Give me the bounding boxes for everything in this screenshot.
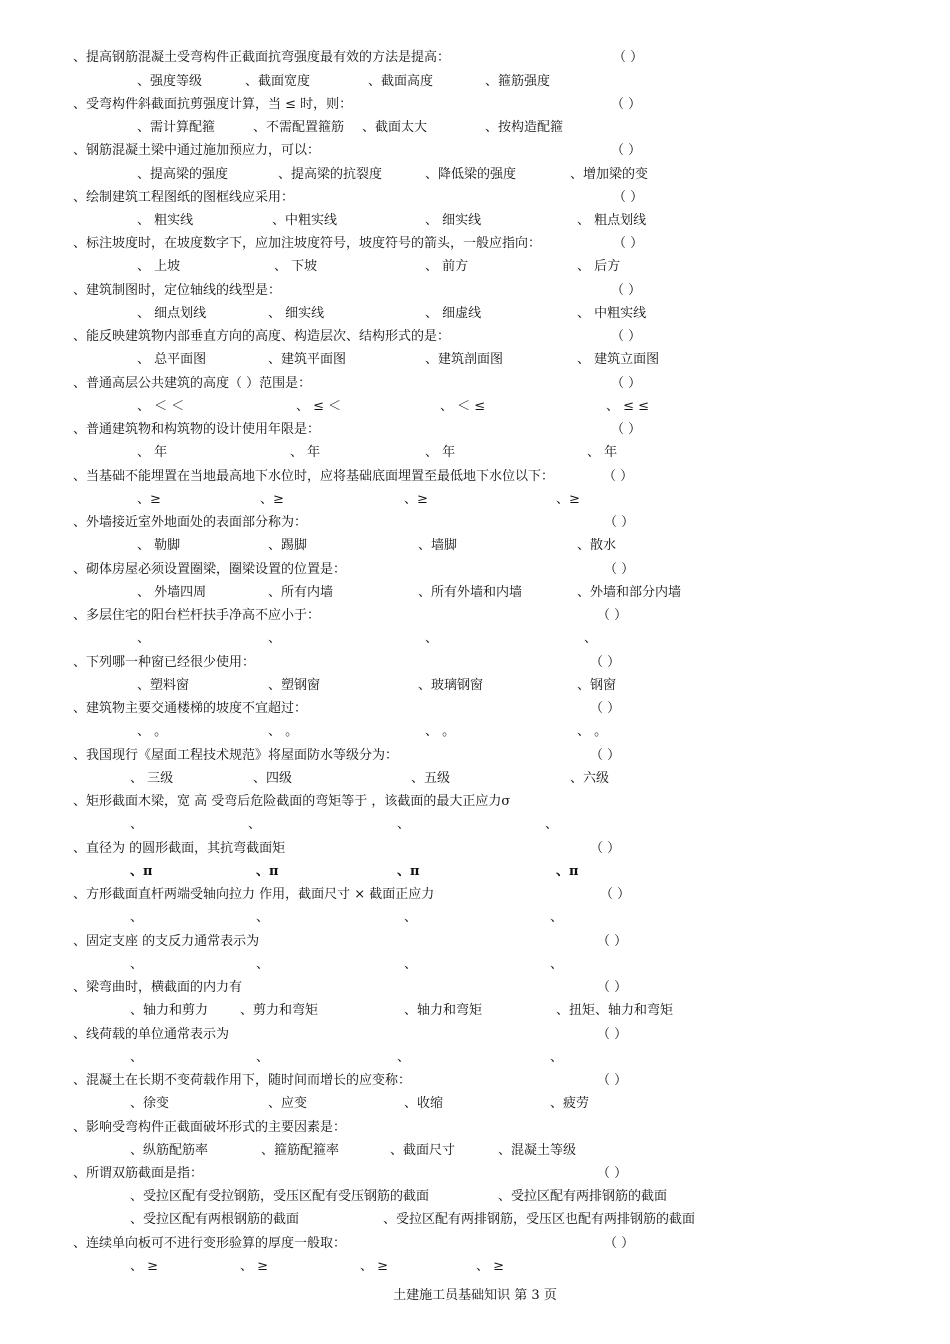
option-b: 、所有内墙 [268, 585, 334, 600]
question-text: 、当基础不能埋置在当地最高地下水位时，应将基础底面埋置至最低地下水位以下： [73, 469, 555, 484]
option-a: 、纵筋配筋率 [130, 1143, 209, 1158]
option-d: 、 后方 [577, 259, 621, 274]
answer-paren: （ ） [590, 701, 621, 716]
answer-paren: （ ） [590, 655, 621, 670]
option-a: 、 [130, 910, 144, 925]
option-c: 、建筑剖面图 [425, 352, 504, 367]
option-a: 、强度等级 [137, 74, 203, 89]
question-text: 、普通建筑物和构筑物的设计使用年限是： [73, 422, 321, 437]
option-c: 、 前方 [425, 259, 469, 274]
question-text: 、能反映建筑物内部垂直方向的高度、构造层次、结构形式的是： [73, 329, 451, 344]
option-b: 、不需配置箍筋 [253, 120, 345, 135]
option-b: 、 [256, 910, 270, 925]
answer-paren: （ ） [613, 190, 644, 205]
option-a: 、 年 [137, 445, 168, 460]
answer-paren: （ ） [611, 97, 642, 112]
option-a: 、提高梁的强度 [137, 167, 229, 182]
option-d: 、 [545, 817, 559, 832]
question-text: 、矩形截面木梁，宽 高 受弯后危险截面的弯矩等于 ，该截面的最大正应力σ [73, 794, 511, 809]
option-d: 、 粗点划线 [577, 213, 647, 228]
answer-paren: （ ） [597, 1027, 628, 1042]
question-text: 、提高钢筋混凝土受弯构件正截面抗弯强度最有效的方法是提高： [73, 50, 451, 65]
option-c: 、受拉区配有两根钢筋的截面 [130, 1212, 300, 1227]
option-b: 、 下坡 [274, 259, 318, 274]
option-d: 、混凝土等级 [498, 1143, 577, 1158]
option-b: 、 [256, 957, 270, 972]
option-c: 、墙脚 [418, 538, 458, 553]
option-c: 、 [404, 957, 418, 972]
option-c: 、轴力和弯矩 [404, 1003, 483, 1018]
question-text: 、绘制建筑工程图纸的图框线应采用： [73, 190, 295, 205]
answer-paren: （ ） [597, 608, 628, 623]
question-text: 、我国现行《屋面工程技术规范》将屋面防水等级分为： [73, 748, 399, 763]
option-c: 、 [397, 1050, 411, 1065]
answer-paren: （ ） [597, 980, 628, 995]
question-text: 、多层住宅的阳台栏杆扶手净高不应小于： [73, 608, 321, 623]
question-text: 、受弯构件斜截面抗剪强度计算，当 ≤ 时，则： [73, 97, 353, 112]
answer-paren: （ ） [611, 143, 642, 158]
answer-paren: （ ） [597, 934, 628, 949]
question-text: 、下列哪一种窗已经很少使用： [73, 655, 256, 670]
option-d: 、 中粗实线 [577, 306, 647, 321]
option-c: 、 ＜ ≤ [440, 399, 486, 414]
option-a: 、 三级 [130, 771, 174, 786]
option-b: 、截面宽度 [245, 74, 311, 89]
option-a: 、 。 [137, 724, 168, 739]
option-d: 、六级 [570, 771, 610, 786]
option-a: 、π [130, 864, 153, 879]
option-a: 、 总平面图 [137, 352, 207, 367]
question-text: 、直径为 的圆形截面，其抗弯截面矩 [73, 841, 286, 856]
option-b: 、 [248, 817, 262, 832]
option-d: 、按构造配箍 [485, 120, 564, 135]
answer-paren: （ ） [590, 841, 621, 856]
option-c: 、 ≥ [360, 1259, 389, 1274]
option-b: 、 [256, 1050, 270, 1065]
option-a: 、塑料窗 [137, 678, 190, 693]
answer-paren: （ ） [613, 50, 644, 65]
question-text: 、普通高层公共建筑的高度（ ）范围是： [73, 376, 312, 391]
option-d: 、≥ [556, 492, 580, 507]
option-c: 、 。 [425, 724, 456, 739]
option-a: 、 [130, 1050, 144, 1065]
option-b: 、建筑平面图 [268, 352, 347, 367]
answer-paren: （ ） [604, 1236, 635, 1251]
option-d: 、 [550, 957, 564, 972]
option-c: 、截面太大 [362, 120, 428, 135]
option-d: 、箍筋强度 [485, 74, 551, 89]
page-footer: 土建施工员基础知识 第 3 页 [393, 1288, 557, 1303]
option-d: 、散水 [577, 538, 617, 553]
option-d: 、钢窗 [577, 678, 617, 693]
question-text: 、钢筋混凝土梁中通过施加预应力，可以： [73, 143, 321, 158]
option-c: 、 细虚线 [425, 306, 482, 321]
question-text: 、砌体房屋必须设置圈梁，圈梁设置的位置是： [73, 562, 347, 577]
option-b: 、 。 [268, 724, 299, 739]
question-text: 、所谓双筋截面是指： [73, 1166, 204, 1181]
question-text: 、方形截面直杆两端受轴向拉力 作用，截面尺寸 × 截面正应力 [73, 887, 435, 902]
option-a: 、≥ [137, 492, 161, 507]
question-text: 、混凝土在长期不变荷载作用下，随时间而增长的应变称： [73, 1073, 412, 1088]
question-text: 、固定支座 的支反力通常表示为 [73, 934, 260, 949]
answer-paren: （ ） [600, 887, 631, 902]
option-a: 、需计算配箍 [137, 120, 216, 135]
option-d: 、增加梁的变 [570, 167, 649, 182]
option-a: 、 外墙四周 [137, 585, 207, 600]
answer-paren: （ ） [604, 515, 635, 530]
option-c: 、五级 [411, 771, 451, 786]
option-a: 、 粗实线 [137, 213, 194, 228]
answer-paren: （ ） [597, 1166, 628, 1181]
option-a: 、 勒脚 [137, 538, 181, 553]
option-b: 、 细实线 [268, 306, 325, 321]
option-d: 、 。 [577, 724, 608, 739]
option-a: 、受拉区配有受拉钢筋，受压区配有受压钢筋的截面 [130, 1189, 430, 1204]
option-b: 、中粗实线 [272, 213, 338, 228]
option-b: 、 ≤ ＜ [296, 399, 342, 414]
option-d: 、 年 [587, 445, 618, 460]
option-c: 、 年 [425, 445, 456, 460]
option-a: 、 [130, 817, 144, 832]
option-c: 、 [404, 910, 418, 925]
option-c: 、 [397, 817, 411, 832]
answer-paren: （ ） [611, 283, 642, 298]
answer-paren: （ ） [603, 469, 634, 484]
answer-paren: （ ） [611, 329, 642, 344]
option-b: 、踢脚 [268, 538, 308, 553]
option-c: 、所有外墙和内墙 [418, 585, 523, 600]
option-a: 、徐变 [130, 1096, 170, 1111]
option-d: 、 [584, 631, 598, 646]
answer-paren: （ ） [604, 562, 635, 577]
option-b: 、 年 [290, 445, 321, 460]
option-a: 、 [130, 957, 144, 972]
question-text: 、建筑物主要交通楼梯的坡度不宜超过： [73, 701, 308, 716]
option-c: 、降低梁的强度 [425, 167, 517, 182]
option-b: 、受拉区配有两排钢筋的截面 [498, 1189, 668, 1204]
option-c: 、≥ [404, 492, 428, 507]
answer-paren: （ ） [611, 422, 642, 437]
option-b: 、 [268, 631, 282, 646]
option-a: 、 ＜ ＜ [137, 399, 185, 414]
option-c: 、截面尺寸 [390, 1143, 456, 1158]
option-a: 、 上坡 [137, 259, 181, 274]
option-d: 、外墙和部分内墙 [577, 585, 682, 600]
option-c: 、 细实线 [425, 213, 482, 228]
option-b: 、箍筋配箍率 [261, 1143, 340, 1158]
question-text: 、影响受弯构件正截面破坏形式的主要因素是： [73, 1120, 347, 1135]
option-d: 、 [550, 910, 564, 925]
option-b: 、提高梁的抗裂度 [278, 167, 383, 182]
option-a: 、 ≥ [130, 1259, 159, 1274]
answer-paren: （ ） [611, 376, 642, 391]
option-c: 、收缩 [404, 1096, 444, 1111]
option-d: 、 ≤ ≤ [606, 399, 650, 414]
option-d: 、 [550, 1050, 564, 1065]
option-b: 、剪力和弯矩 [240, 1003, 319, 1018]
option-d: 、 ≥ [476, 1259, 505, 1274]
question-text: 、连续单向板可不进行变形验算的厚度一般取： [73, 1236, 347, 1251]
option-d: 、扭矩、轴力和弯矩 [556, 1003, 674, 1018]
option-d: 、疲劳 [550, 1096, 590, 1111]
option-d: 、 建筑立面图 [577, 352, 660, 367]
answer-paren: （ ） [613, 236, 644, 251]
option-b: 、塑钢窗 [268, 678, 321, 693]
answer-paren: （ ） [590, 748, 621, 763]
answer-paren: （ ） [597, 1073, 628, 1088]
option-b: 、四级 [253, 771, 293, 786]
option-b: 、 ≥ [240, 1259, 269, 1274]
option-d: 、受拉区配有两排钢筋，受压区也配有两排钢筋的截面 [383, 1212, 696, 1227]
option-b: 、π [256, 864, 279, 879]
question-text: 、建筑制图时，定位轴线的线型是： [73, 283, 282, 298]
option-c: 、π [397, 864, 420, 879]
option-c: 、玻璃钢窗 [418, 678, 484, 693]
question-text: 、标注坡度时，在坡度数字下，应加注坡度符号，坡度符号的箭头，一般应指向： [73, 236, 542, 251]
option-d: 、π [556, 864, 579, 879]
question-text: 、梁弯曲时，横截面的内力有 [73, 980, 243, 995]
option-b: 、≥ [260, 492, 284, 507]
question-text: 、线荷载的单位通常表示为 [73, 1027, 230, 1042]
option-a: 、轴力和剪力 [130, 1003, 209, 1018]
option-b: 、应变 [268, 1096, 308, 1111]
question-text: 、外墙接近室外地面处的表面部分称为： [73, 515, 308, 530]
option-c: 、 [425, 631, 439, 646]
option-c: 、截面高度 [368, 74, 434, 89]
option-a: 、 细点划线 [137, 306, 207, 321]
option-a: 、 [137, 631, 151, 646]
